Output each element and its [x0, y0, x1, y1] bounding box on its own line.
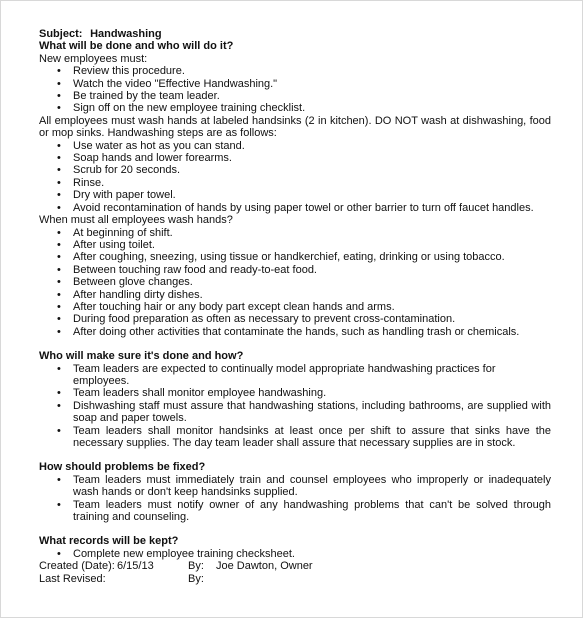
- list-item: • Use water as hot as you can stand.: [39, 140, 551, 152]
- revised-label: Last Revised:: [39, 572, 106, 585]
- list-item: • Avoid recontamination of hands by using paper towel or other barrier to turn off faucet handles.: [39, 202, 551, 214]
- section-heading-problems: How should problems be fixed?: [39, 461, 206, 474]
- subject-line: [39, 28, 551, 40]
- handsink-paragraph: All employees must wash hands at labeled handsinks (2 in kitchen). DO NOT wash at dishwashing, food or mop sinks. Handwashing steps are as follows:: [39, 114, 551, 140]
- revised-date: [117, 573, 188, 585]
- list-item: • Dry with paper towel.: [39, 189, 551, 201]
- document-body: [39, 28, 551, 585]
- list-item: • After doing other activities that contaminate the hands, such as handling trash or chemicals.: [39, 326, 551, 338]
- list-item: • Team leaders shall monitor employee handwashing.: [39, 387, 551, 399]
- list-item: • Be trained by the team leader.: [39, 90, 551, 102]
- spacer: [39, 449, 551, 461]
- list-item: • At beginning of shift.: [39, 227, 551, 239]
- list-item: • Complete new employee training checksheet.: [39, 548, 551, 560]
- section-heading-records: What records will be kept?: [39, 535, 179, 548]
- created-row: [39, 560, 551, 572]
- list-item: • After coughing, sneezing, using tissue or handkerchief, eating, drinking or using tobacco.: [39, 251, 551, 263]
- list-item: • Team leaders shall monitor handsinks at least once per shift to assure that sinks have the necessary supplies. The day team leader shall assure that necessary supplies are in stock.: [39, 425, 551, 450]
- new-employee-list: [39, 65, 551, 115]
- list-item: • Scrub for 20 seconds.: [39, 164, 551, 176]
- records-list: [39, 548, 551, 560]
- list-item: • Soap hands and lower forearms.: [39, 152, 551, 164]
- subject-value: Handwashing: [90, 28, 162, 40]
- list-item: • Team leaders must immediately train and counsel employees who improperly or inadequately wash hands or don't keep handsinks supplied.: [39, 474, 551, 499]
- by-label: By:: [188, 572, 204, 585]
- list-item: • Watch the video "Effective Handwashing.": [39, 78, 551, 90]
- list-item: • Team leaders are expected to continually model appropriate handwashing practices for employees.: [39, 363, 551, 388]
- handwashing-steps-list: [39, 140, 551, 214]
- by-label: By:: [188, 560, 204, 573]
- section-heading-what: What will be done and who will do it?: [39, 40, 234, 53]
- subject-label: Subject:: [39, 28, 83, 40]
- list-item: • Between touching raw food and ready-to-eat food.: [39, 264, 551, 276]
- when-heading: When must all employees wash hands?: [39, 214, 233, 227]
- list-item: • Team leaders must notify owner of any handwashing problems that can't be solved through training and counseling.: [39, 499, 551, 524]
- list-item: • Between glove changes.: [39, 276, 551, 288]
- list-item: • After handling dirty dishes.: [39, 289, 551, 301]
- who-list: [39, 363, 551, 450]
- spacer: [39, 523, 551, 535]
- created-by: Joe Dawton, Owner: [216, 560, 313, 573]
- list-item: • Rinse.: [39, 177, 551, 189]
- created-label: Created (Date):: [39, 560, 115, 573]
- problems-list: [39, 474, 551, 524]
- revised-row: [39, 573, 551, 585]
- created-date: 6/15/13: [117, 560, 154, 573]
- new-employees-intro: New employees must:: [39, 52, 148, 65]
- section-heading-who: Who will make sure it's done and how?: [39, 350, 244, 363]
- list-item: • During food preparation as often as necessary to prevent cross-contamination.: [39, 313, 551, 325]
- list-item: • Dishwashing staff must assure that handwashing stations, including bathrooms, are supplied with soap and paper towels.: [39, 400, 551, 425]
- when-list: [39, 227, 551, 339]
- list-item: • Review this procedure.: [39, 65, 551, 77]
- list-item: • After touching hair or any body part except clean hands and arms.: [39, 301, 551, 313]
- list-item: • After using toilet.: [39, 239, 551, 251]
- list-item: • Sign off on the new employee training checklist.: [39, 102, 551, 114]
- spacer: [39, 338, 551, 350]
